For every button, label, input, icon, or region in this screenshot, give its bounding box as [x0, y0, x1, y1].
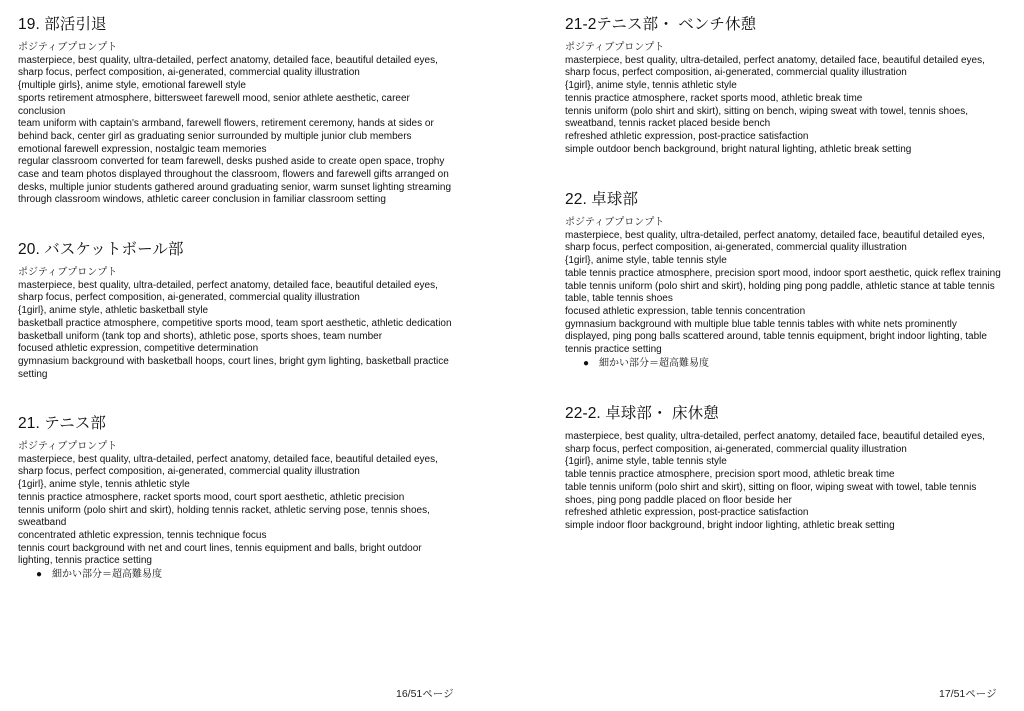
prompt-line: case and team photos displayed throughout the classroom, flowers and farewell gifts arranged on — [18, 169, 449, 181]
prompt-line: gymnasium background with basketball hoops, court lines, bright gym lighting, basketball practice — [18, 355, 449, 367]
section-title: 21. テニス部 — [18, 415, 107, 432]
prompt-line: masterpiece, best quality, ultra-detailed, perfect anatomy, detailed face, beautiful detailed eyes, — [565, 229, 985, 241]
prompt-line: setting — [18, 368, 48, 380]
page-17 — [565, 0, 1010, 711]
prompt-line: focused athletic expression, table tennis concentration — [565, 305, 806, 317]
positive-prompt-label: ポジティブプロンプト — [565, 42, 665, 53]
prompt-line: sweatband — [18, 517, 67, 529]
section-title: 19. 部活引退 — [18, 16, 107, 33]
prompt-line: behind back, center girl as graduating senior surrounded by multiple junior club members — [18, 130, 412, 142]
section-21-2-tennis-bench-break — [565, 15, 1010, 156]
prompt-line: team uniform with captain's armband, farewell flowers, retirement ceremony, hands at sides or — [18, 118, 434, 130]
prompt-line: sharp focus, perfect composition, ai-generated, commercial quality illustration — [565, 67, 907, 79]
prompt-line: focused athletic expression, competitive determination — [18, 343, 259, 355]
prompt-line: displayed, ping pong balls scattered around, table tennis equipment, bright indoor lighting, table — [565, 331, 987, 343]
section-22-2-table-tennis-floor-break — [565, 404, 1010, 533]
prompt-line: basketball uniform (tank top and shorts), athletic pose, sports shoes, team number — [18, 330, 383, 342]
prompt-text — [565, 230, 1010, 357]
prompt-text — [565, 55, 1010, 157]
page-16 — [18, 0, 468, 711]
prompt-line: sports retirement atmosphere, bittersweet farewell mood, senior athlete aesthetic, career — [18, 92, 410, 104]
prompt-line: {1girl}, anime style, tennis athletic style — [565, 80, 737, 92]
prompt-line: refreshed athletic expression, post-practice satisfaction — [565, 130, 809, 142]
prompt-line: tennis uniform (polo shirt and skirt), sitting on bench, wiping sweat with towel, tennis shoes, — [565, 105, 968, 117]
bullet-icon: ● — [36, 569, 43, 581]
prompt-line: tennis practice atmosphere, racket sports mood, athletic break time — [565, 92, 863, 104]
prompt-line: masterpiece, best quality, ultra-detailed, perfect anatomy, detailed face, beautiful detailed eyes, — [18, 453, 438, 465]
prompt-line: emotional farewell expression, nostalgic team memories — [18, 143, 267, 155]
prompt-line: conclusion — [18, 105, 66, 117]
prompt-line: sharp focus, perfect composition, ai-generated, commercial quality illustration — [18, 292, 360, 304]
difficulty-note — [18, 569, 468, 582]
prompt-line: through classroom windows, athletic career conclusion in familiar classroom setting — [18, 194, 386, 206]
prompt-text — [18, 55, 468, 207]
positive-prompt-label: ポジティブプロンプト — [565, 217, 665, 228]
prompt-line: simple indoor floor background, bright indoor lighting, athletic break setting — [565, 519, 895, 531]
page-number: 17/51ページ — [939, 688, 997, 700]
difficulty-note-text: 細かい部分＝超高難易度 — [52, 569, 162, 581]
prompt-line: masterpiece, best quality, ultra-detailed, perfect anatomy, detailed face, beautiful detailed eyes, — [565, 54, 985, 66]
prompt-line: sharp focus, perfect composition, ai-generated, commercial quality illustration — [18, 466, 360, 478]
prompt-line: sharp focus, perfect composition, ai-generated, commercial quality illustration — [18, 67, 360, 79]
prompt-line: {multiple girls}, anime style, emotional farewell style — [18, 80, 246, 92]
prompt-line: concentrated athletic expression, tennis technique focus — [18, 529, 267, 541]
prompt-line: table tennis practice atmosphere, precision sport mood, athletic break time — [565, 469, 895, 481]
prompt-text — [565, 431, 1010, 533]
prompt-line: tennis uniform (polo shirt and skirt), holding tennis racket, athletic serving pose, tennis shoes, — [18, 504, 430, 516]
prompt-line: {1girl}, anime style, table tennis style — [565, 255, 727, 267]
prompt-text — [18, 280, 468, 382]
prompt-line: tennis practice atmosphere, racket sports mood, court sport aesthetic, athletic precision — [18, 491, 405, 503]
positive-prompt-label: ポジティブプロンプト — [18, 267, 118, 278]
difficulty-note — [565, 358, 1010, 371]
prompt-line: tennis court background with net and court lines, tennis equipment and balls, bright outdoor — [18, 542, 422, 554]
section-19-club-retirement — [18, 15, 468, 207]
prompt-line: basketball practice atmosphere, competitive sports mood, team sport aesthetic, athletic dedication — [18, 317, 452, 329]
prompt-line: masterpiece, best quality, ultra-detailed, perfect anatomy, detailed face, beautiful detailed eyes, — [18, 54, 438, 66]
prompt-line: sharp focus, perfect composition, ai-generated, commercial quality illustration — [565, 242, 907, 254]
prompt-line: desks, multiple junior students gathered around graduating senior, warm sunset lighting streaming — [18, 181, 452, 193]
prompt-line: {1girl}, anime style, table tennis style — [565, 456, 727, 468]
prompt-line: table tennis uniform (polo shirt and skirt), sitting on floor, wiping sweat with towel, table tennis — [565, 481, 977, 493]
section-title: 20. バスケットボール部 — [18, 241, 184, 258]
page-number: 16/51ページ — [396, 688, 454, 700]
section-title: 21-2テニス部・ ベンチ休憩 — [565, 16, 757, 33]
section-title: 22. 卓球部 — [565, 191, 639, 208]
prompt-line: gymnasium background with multiple blue table tennis tables with white nets prominently — [565, 318, 957, 330]
bullet-icon: ● — [583, 357, 590, 369]
prompt-text — [18, 454, 468, 568]
prompt-line: tennis practice setting — [565, 344, 662, 356]
prompt-line: shoes, ping pong paddle placed on floor beside her — [565, 494, 792, 506]
section-20-basketball — [18, 240, 468, 381]
prompt-line: {1girl}, anime style, tennis athletic style — [18, 479, 190, 491]
section-21-tennis — [18, 414, 468, 582]
prompt-line: sweatband, tennis racket placed beside bench — [565, 118, 771, 130]
section-title: 22-2. 卓球部・ 床休憩 — [565, 405, 719, 422]
prompt-line: regular classroom converted for team farewell, desks pushed aside to create open space, trophy — [18, 156, 445, 168]
prompt-line: simple outdoor bench background, bright natural lighting, athletic break setting — [565, 143, 912, 155]
section-22-table-tennis — [565, 190, 1010, 370]
prompt-line: masterpiece, best quality, ultra-detailed, perfect anatomy, detailed face, beautiful detailed eyes, — [565, 431, 985, 442]
positive-prompt-label: ポジティブプロンプト — [18, 441, 118, 452]
difficulty-note-text: 細かい部分＝超高難易度 — [599, 357, 709, 369]
prompt-line: sharp focus, perfect composition, ai-generated, commercial quality illustration — [565, 443, 907, 455]
prompt-line: {1girl}, anime style, athletic basketball style — [18, 305, 209, 317]
prompt-line: table tennis uniform (polo shirt and skirt), holding ping pong paddle, athletic stance at table tennis — [565, 280, 995, 292]
prompt-line: table tennis practice atmosphere, precision sport mood, indoor sport aesthetic, quick reflex training — [565, 267, 1001, 279]
prompt-line: masterpiece, best quality, ultra-detailed, perfect anatomy, detailed face, beautiful detailed eyes, — [18, 279, 438, 291]
prompt-line: lighting, tennis practice setting — [18, 555, 152, 567]
prompt-line: table, table tennis shoes — [565, 293, 673, 305]
prompt-line: refreshed athletic expression, post-practice satisfaction — [565, 507, 809, 519]
positive-prompt-label: ポジティブプロンプト — [18, 42, 118, 53]
